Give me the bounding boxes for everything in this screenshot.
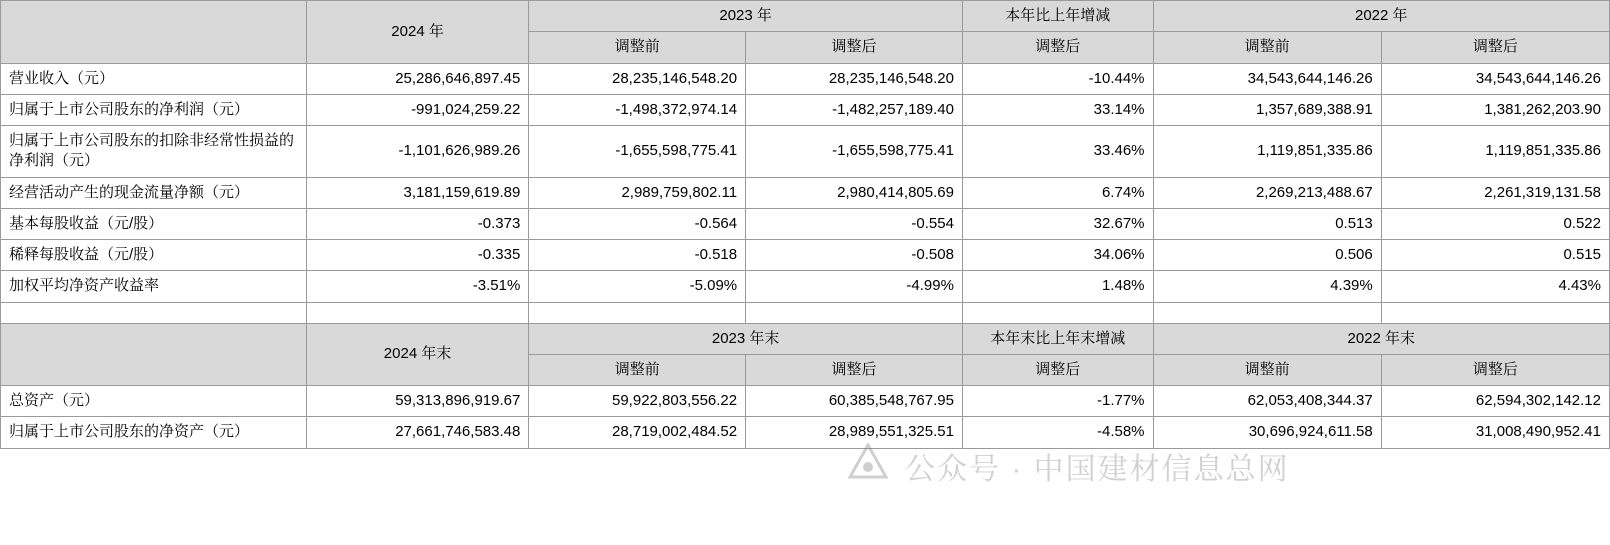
table-row [1, 177, 1610, 208]
cell-2024: 27,661,746,583.48 [306, 417, 529, 448]
cell-2022-before: 1,357,689,388.91 [1153, 94, 1381, 125]
table-row [1, 126, 1610, 178]
cell-2022-before: 0.513 [1153, 208, 1381, 239]
table-row [1, 94, 1610, 125]
cell-change: -1.77% [962, 386, 1153, 417]
header-2023-after-adjust: 调整后 [746, 32, 963, 63]
cell-2023-before: 59,922,803,556.22 [529, 386, 746, 417]
cell-2023-after: -1,482,257,189.40 [746, 94, 963, 125]
cell-2023-after: 60,385,548,767.95 [746, 386, 963, 417]
header-2022-before-adjust-end: 调整前 [1153, 354, 1381, 385]
cell-2022-after: 62,594,302,142.12 [1381, 386, 1609, 417]
header-2022-after-adjust: 调整后 [1381, 32, 1609, 63]
cell-2024: 59,313,896,919.67 [306, 386, 529, 417]
cell-2022-before: 30,696,924,611.58 [1153, 417, 1381, 448]
cell-2022-after: 34,543,644,146.26 [1381, 63, 1609, 94]
cell-change: 6.74% [962, 177, 1153, 208]
header-2023-before-adjust-end: 调整前 [529, 354, 746, 385]
cell-change: 1.48% [962, 271, 1153, 302]
cell-2022-before: 34,543,644,146.26 [1153, 63, 1381, 94]
row-label: 营业收入（元） [1, 63, 307, 94]
header-year-end-2023: 2023 年末 [529, 323, 963, 354]
cell-2023-after: -4.99% [746, 271, 963, 302]
cell-change: 32.67% [962, 208, 1153, 239]
table-row [1, 63, 1610, 94]
header-2022-before-adjust: 调整前 [1153, 32, 1381, 63]
cell-2022-after: 0.515 [1381, 240, 1609, 271]
header-year-end-2022: 2022 年末 [1153, 323, 1609, 354]
header-change-after-adjust: 调整后 [962, 32, 1153, 63]
table-separator [1, 302, 1610, 323]
row-label: 总资产（元） [1, 386, 307, 417]
separator-cell [746, 302, 963, 323]
header-year-end-2024: 2024 年末 [306, 323, 529, 386]
watermark-text: 公众号 · 中国建材信息总网 [905, 453, 1290, 486]
row-label: 加权平均净资产收益率 [1, 271, 307, 302]
header-2023-before-adjust: 调整前 [529, 32, 746, 63]
cell-2023-before: 2,989,759,802.11 [529, 177, 746, 208]
table-header-row-periods [1, 1, 1610, 32]
header-2022-after-adjust-end: 调整后 [1381, 354, 1609, 385]
table-row [1, 417, 1610, 448]
row-label: 归属于上市公司股东的净利润（元） [1, 94, 307, 125]
header-year-2024: 2024 年 [306, 1, 529, 64]
cell-2022-before: 2,269,213,488.67 [1153, 177, 1381, 208]
table-header-row-periods-end [1, 323, 1610, 354]
cell-2022-after: 2,261,319,131.58 [1381, 177, 1609, 208]
cell-2023-after: 28,235,146,548.20 [746, 63, 963, 94]
header-yoy-change: 本年比上年增减 [962, 1, 1153, 32]
cell-2023-before: -1,655,598,775.41 [529, 126, 746, 178]
cell-2022-after: 4.43% [1381, 271, 1609, 302]
cell-2022-before: 62,053,408,344.37 [1153, 386, 1381, 417]
separator-cell [1381, 302, 1609, 323]
header-corner-cell [1, 1, 307, 64]
separator-cell [529, 302, 746, 323]
cell-change: -4.58% [962, 417, 1153, 448]
table-row [1, 240, 1610, 271]
cell-2022-before: 4.39% [1153, 271, 1381, 302]
cell-2023-before: -0.564 [529, 208, 746, 239]
header-2023-after-adjust-end: 调整后 [746, 354, 963, 385]
cell-2023-after: -1,655,598,775.41 [746, 126, 963, 178]
separator-cell [306, 302, 529, 323]
cell-change: 34.06% [962, 240, 1153, 271]
separator-cell [962, 302, 1153, 323]
cell-2022-after: 1,381,262,203.90 [1381, 94, 1609, 125]
row-label: 经营活动产生的现金流量净额（元） [1, 177, 307, 208]
separator-cell [1153, 302, 1381, 323]
header-change-after-adjust-end: 调整后 [962, 354, 1153, 385]
cell-2024: -0.335 [306, 240, 529, 271]
row-label: 归属于上市公司股东的扣除非经常性损益的净利润（元） [1, 126, 307, 178]
cell-2024: 3,181,159,619.89 [306, 177, 529, 208]
header-yoy-change-end: 本年末比上年末增减 [962, 323, 1153, 354]
row-label: 归属于上市公司股东的净资产（元） [1, 417, 307, 448]
cell-2023-before: -0.518 [529, 240, 746, 271]
cell-2023-after: -0.508 [746, 240, 963, 271]
cell-2024: -0.373 [306, 208, 529, 239]
cell-2023-after: -0.554 [746, 208, 963, 239]
cell-2023-before: -1,498,372,974.14 [529, 94, 746, 125]
table-row [1, 208, 1610, 239]
cell-2022-before: 1,119,851,335.86 [1153, 126, 1381, 178]
cell-2022-before: 0.506 [1153, 240, 1381, 271]
cell-change: -10.44% [962, 63, 1153, 94]
cell-2022-after: 31,008,490,952.41 [1381, 417, 1609, 448]
cell-2023-before: -5.09% [529, 271, 746, 302]
cell-change: 33.14% [962, 94, 1153, 125]
cell-2023-before: 28,719,002,484.52 [529, 417, 746, 448]
header-corner-cell-end [1, 323, 307, 386]
cell-2022-after: 0.522 [1381, 208, 1609, 239]
row-label: 基本每股收益（元/股） [1, 208, 307, 239]
table-row [1, 386, 1610, 417]
cell-2024: 25,286,646,897.45 [306, 63, 529, 94]
cell-2024: -3.51% [306, 271, 529, 302]
separator-cell [1, 302, 307, 323]
cell-2023-before: 28,235,146,548.20 [529, 63, 746, 94]
cell-change: 33.46% [962, 126, 1153, 178]
cell-2024: -991,024,259.22 [306, 94, 529, 125]
row-label: 稀释每股收益（元/股） [1, 240, 307, 271]
table-row [1, 271, 1610, 302]
header-year-2023: 2023 年 [529, 1, 963, 32]
cell-2023-after: 2,980,414,805.69 [746, 177, 963, 208]
cell-2023-after: 28,989,551,325.51 [746, 417, 963, 448]
cell-2022-after: 1,119,851,335.86 [1381, 126, 1609, 178]
header-year-2022: 2022 年 [1153, 1, 1609, 32]
cell-2024: -1,101,626,989.26 [306, 126, 529, 178]
